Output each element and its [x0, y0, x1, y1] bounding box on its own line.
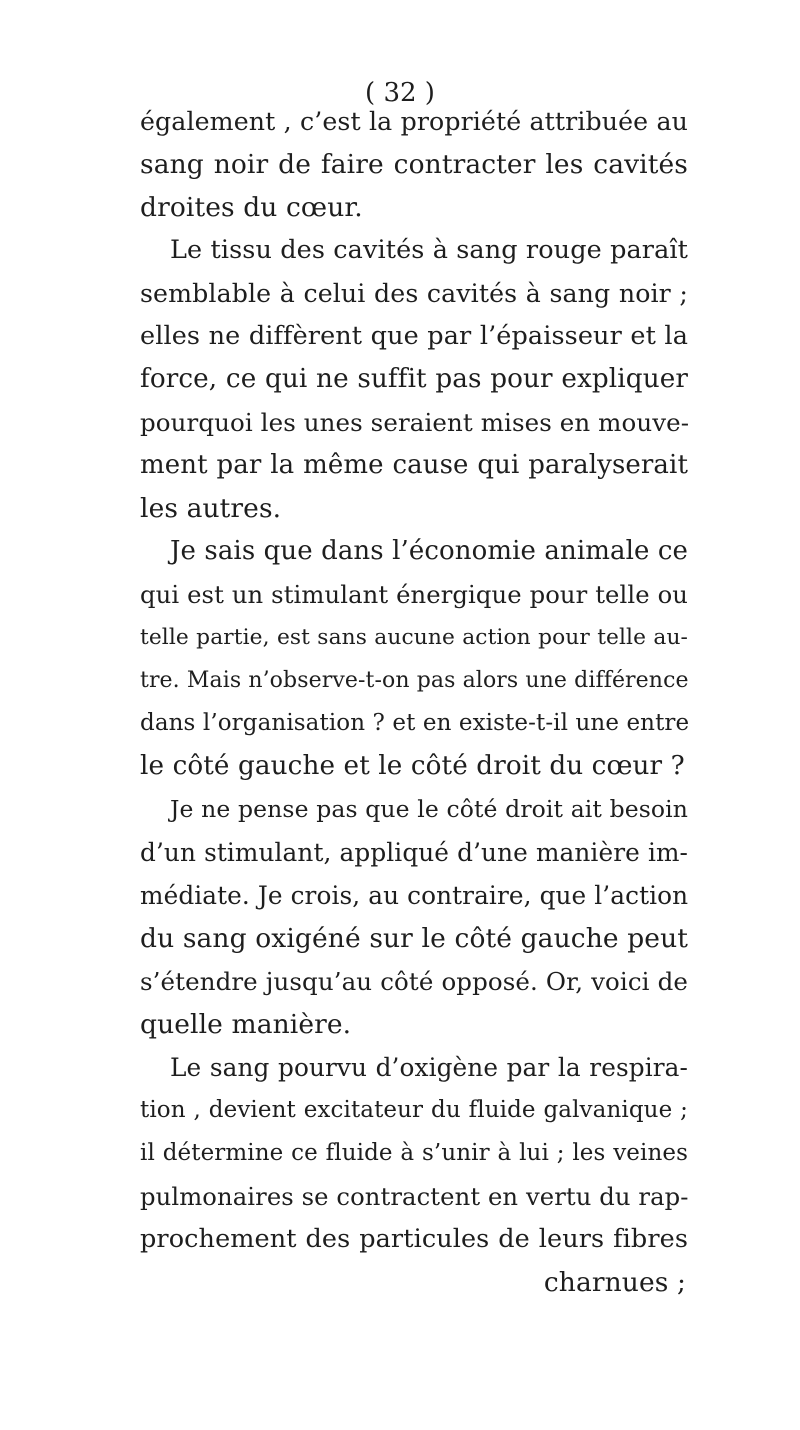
page-number: ( 32 ) [365, 78, 435, 108]
text-line: Le tissu des cavités à sang rouge paraît [170, 235, 688, 265]
text-line: tre. Mais n’observe-t-on pas alors une différence [140, 668, 689, 693]
text-line: d’un stimulant, appliqué d’une manière im- [140, 838, 688, 867]
text-line: Je sais que dans l’économie animale ce [170, 536, 689, 566]
text-line: médiate. Je crois, au contraire, que l’action [140, 881, 689, 910]
text-line: telle partie, est sans aucune action pour telle au- [140, 625, 688, 650]
text-line: prochement des particules de leurs fibres [140, 1224, 688, 1254]
text-line: pulmonaires se contractent en vertu du rap- [140, 1182, 689, 1211]
text-line: quelle manière. [140, 1009, 352, 1040]
text-line: force, ce qui ne suffit pas pour expliquer [140, 364, 688, 394]
text-line: dans l’organisation ? et en existe-t-il une entre [140, 710, 690, 736]
text-line: droites du cœur. [140, 192, 363, 223]
text-line: s’étendre jusqu’au côté opposé. Or, voici de [140, 967, 688, 996]
text-line: pourquoi les unes seraient mises en mouve- [140, 408, 690, 437]
text-line: semblable à celui des cavités à sang noir ; [140, 279, 688, 308]
text-line: Le sang pourvu d’oxigène par la respira- [170, 1053, 688, 1082]
text-line: les autres. [140, 493, 282, 524]
catchword: charnues ; [543, 1267, 686, 1298]
text-line: il détermine ce fluide à s’unir à lui ; les veines [140, 1140, 688, 1166]
text-line: elles ne diffèrent que par l’épaisseur et la [140, 321, 688, 351]
text-line: tion , devient excitateur du fluide galvanique ; [140, 1097, 688, 1123]
text-line: le côté gauche et le côté droit du cœur ? [140, 751, 685, 781]
text-line: également , c’est la propriété attribuée au [140, 107, 688, 136]
text-line: Je ne pense pas que le côté droit ait besoin [170, 795, 688, 823]
text-line: qui est un stimulant énergique pour telle ou [140, 580, 688, 609]
text-line: du sang oxigéné sur le côté gauche peut [140, 923, 688, 954]
text-line: sang noir de faire contracter les cavités [140, 149, 688, 180]
body-text [140, 100, 688, 1304]
text-line: ment par la même cause qui paralyserait [140, 450, 688, 480]
